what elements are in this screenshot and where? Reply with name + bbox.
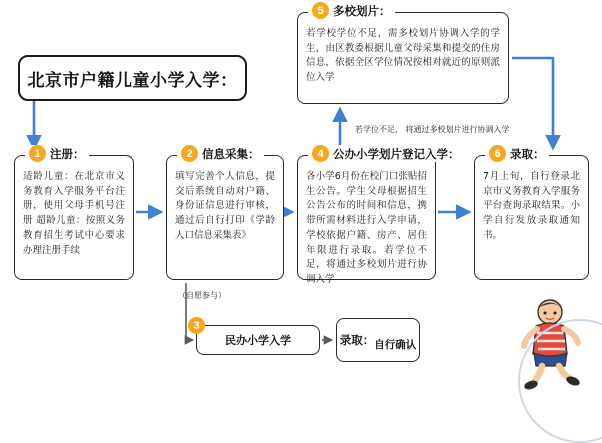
step-card-admission-result-header: [485, 145, 549, 162]
step-number-badge: 6: [489, 145, 506, 162]
step-number-badge: 4: [312, 145, 329, 162]
step-card-multi-school-allocation: [297, 3, 509, 104]
step-card-information-collection: [166, 146, 284, 280]
self-confirm-text: 自行确认: [374, 339, 417, 351]
step-number-badge: 1: [29, 145, 46, 162]
step-body-text: 7月上旬，自行登录北京市义务教育入学服务平台查询录取结果。小学自行发放录取通知书。: [483, 171, 580, 241]
step-label: 公办小学划片登记入学：: [333, 146, 460, 161]
self-confirm-box: [336, 318, 420, 362]
step-label: 录取：: [510, 146, 545, 161]
step-body-text: 若学校学位不足，需多校划片协调入学的学生，由区教委根据儿童父母采集和提交的住房信息，依据全区学位情况按相对就近的原则派位入学: [306, 28, 500, 84]
step-label: 注册：: [50, 146, 85, 161]
step-card-register-header: [25, 145, 89, 162]
step-body-text: 填写完善个人信息，提交后系统自动对户籍、身份证信息进行审核，通过后自行打印《学龄人口信息采集表》: [175, 171, 275, 241]
step-body-text: 适龄儿童：在北京市义务教育入学服务平台注册，使用父母手机号注册 超龄儿童：按照义务教育招生考试中心要求办理注册手续: [23, 171, 125, 256]
page-title-text: 北京市户籍儿童小学入学：: [27, 70, 238, 91]
step-number-badge: 5: [312, 2, 329, 19]
step-card-multi-school-allocation-header: [308, 2, 395, 19]
step-number-badge: 2: [181, 145, 198, 162]
step-number-badge: 3: [188, 317, 205, 334]
step-card-information-collection-header: [177, 145, 264, 162]
connector-label-voluntary: （自愿参与）: [178, 291, 226, 300]
step-card-admission-result: [474, 146, 589, 280]
step-card-register: [14, 146, 134, 280]
step-card-public-school-enrollment-header: [308, 145, 464, 162]
private-school-label: 民办小学入学: [225, 334, 291, 347]
private-school-box: [193, 319, 320, 355]
self-confirm-label: 录取：: [339, 333, 375, 347]
step-label: 多校划片：: [333, 3, 391, 18]
page-title: [18, 55, 247, 101]
step-label: 信息采集：: [202, 146, 260, 161]
self-confirm-header: [340, 331, 375, 349]
step-card-public-school-enrollment: [297, 146, 460, 286]
connector-label-no-seat: 若学位不足， 将通过多校划片进行协调入学: [355, 125, 510, 134]
step-body-text: 各小学6月份在校门口张贴招生公告。学生父母根据招生公告公布的时间和信息，携带所需材料进行入学申请，学校依据户籍、房产、居住年限进行录取。若学位不足，将通过多校划片进行协调入学: [306, 171, 427, 286]
